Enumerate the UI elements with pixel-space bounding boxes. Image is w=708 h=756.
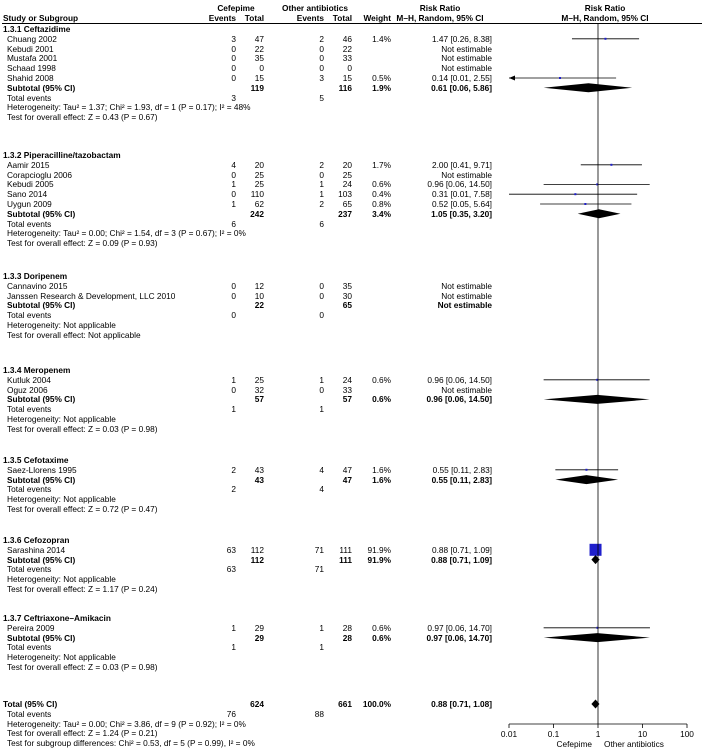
header-ctl-total: Total bbox=[332, 13, 352, 23]
exp-total-events: 0 bbox=[231, 310, 236, 321]
subtotal-label: Subtotal (95% CI) bbox=[7, 632, 76, 643]
exp-total: 43 bbox=[254, 474, 264, 485]
header-plot-title: Risk Ratio bbox=[584, 3, 626, 13]
effect-estimate: Not estimable bbox=[441, 290, 492, 301]
subgroup-difference-text: Test for subgroup differences: Chi² = 0.53, df = 5 (P = 0.99), I² = 0% bbox=[7, 738, 255, 749]
heterogeneity-text: Heterogeneity: Tau² = 1.37; Chi² = 1.93, df = 1 (P = 0.17); I² = 48% bbox=[7, 102, 251, 113]
subgroup-title: 1.3.1 Ceftazidime bbox=[3, 24, 71, 34]
weight-value: 0.6% bbox=[372, 374, 391, 385]
ctl-events: 0 bbox=[319, 290, 324, 301]
exp-total: 112 bbox=[250, 554, 264, 565]
exp-total: 43 bbox=[254, 464, 264, 475]
weight-value: 0.5% bbox=[372, 73, 391, 83]
study-name: Corapcioglu 2006 bbox=[7, 169, 73, 180]
ctl-events: 0 bbox=[319, 43, 324, 54]
study-name: Kebudi 2001 bbox=[7, 43, 54, 54]
ctl-total-events: 0 bbox=[319, 310, 324, 321]
study-name: Sano 2014 bbox=[7, 189, 48, 200]
effect-estimate: 0.88 [0.71, 1.08] bbox=[431, 699, 492, 709]
effect-estimate: 0.55 [0.11, 2.83] bbox=[432, 464, 492, 475]
ctl-events: 1 bbox=[319, 179, 324, 190]
ctl-total-events: 5 bbox=[319, 92, 324, 103]
weight-value: 1.7% bbox=[372, 159, 391, 170]
study-name: Shahid 2008 bbox=[7, 73, 54, 83]
exp-total: 20 bbox=[254, 159, 264, 170]
total-events-label: Total events bbox=[7, 404, 52, 415]
ctl-total: 111 bbox=[339, 554, 352, 565]
subtotal-label: Subtotal (95% CI) bbox=[7, 300, 76, 311]
group-header-experimental: Cefepime bbox=[217, 3, 255, 13]
ctl-events: 2 bbox=[319, 33, 324, 44]
exp-events: 4 bbox=[231, 159, 236, 170]
weight-value: 0.6% bbox=[372, 394, 391, 405]
exp-total: 25 bbox=[254, 179, 264, 190]
overall-effect-text: Test for overall effect: Z = 1.24 (P = 0.21) bbox=[7, 728, 158, 739]
ctl-total: 103 bbox=[338, 189, 352, 200]
heterogeneity-text: Heterogeneity: Tau² = 0.00; Chi² = 1.54, df = 3 (P = 0.67); I² = 0% bbox=[7, 228, 246, 239]
effect-estimate: 0.52 [0.05, 5.64] bbox=[432, 199, 492, 209]
ctl-total: 65 bbox=[342, 199, 352, 209]
overall-effect-text: Test for overall effect: Not applicable bbox=[7, 329, 141, 340]
exp-events: 1 bbox=[231, 199, 236, 209]
exp-events: 0 bbox=[231, 189, 236, 200]
exp-events: 2 bbox=[231, 464, 236, 475]
ctl-total: 33 bbox=[342, 53, 352, 64]
weight-value: 1.4% bbox=[372, 33, 391, 44]
total-events-label: Total events bbox=[7, 92, 52, 103]
study-name: Pereira 2009 bbox=[7, 622, 55, 633]
ctl-total: 22 bbox=[342, 43, 352, 54]
effect-estimate: 0.96 [0.06, 14.50] bbox=[427, 374, 492, 385]
exp-events: 0 bbox=[231, 290, 236, 301]
ctl-events: 1 bbox=[319, 622, 324, 633]
ctl-total: 0 bbox=[347, 63, 352, 74]
exp-events: 63 bbox=[226, 544, 236, 555]
header-effect-method: M–H, Random, 95% CI bbox=[396, 13, 484, 23]
ctl-events: 1 bbox=[319, 374, 324, 385]
favours-left-label: Cefepime bbox=[556, 739, 592, 749]
ctl-total: 46 bbox=[342, 33, 352, 44]
header-ctl-events: Events bbox=[296, 13, 324, 23]
ctl-total-events: 1 bbox=[319, 642, 324, 653]
effect-estimate: Not estimable bbox=[441, 43, 492, 54]
ctl-events: 0 bbox=[319, 280, 324, 291]
exp-total: 112 bbox=[250, 544, 264, 555]
study-1-3-weight-square bbox=[574, 193, 576, 195]
x-tick-label: 1 bbox=[595, 729, 601, 739]
ctl-total-events: 4 bbox=[319, 484, 324, 495]
ctl-total-events: 71 bbox=[314, 564, 324, 575]
total-events-label: Total events bbox=[7, 310, 52, 321]
weight-value: 91.9% bbox=[367, 544, 391, 555]
exp-total: 57 bbox=[254, 394, 264, 405]
exp-total-events: 2 bbox=[231, 484, 236, 495]
heterogeneity-text: Heterogeneity: Tau² = 0.00; Chi² = 3.86, df = 9 (P = 0.92); I² = 0% bbox=[7, 718, 246, 729]
overall-effect-text: Test for overall effect: Z = 0.03 (P = 0.98) bbox=[7, 662, 158, 672]
study-4-0-weight-square bbox=[585, 469, 587, 471]
subgroup-title: 1.3.2 Piperacilline/tazobactam bbox=[3, 150, 121, 160]
exp-total: 15 bbox=[254, 73, 264, 83]
weight-value: 0.8% bbox=[372, 199, 391, 209]
exp-total-events: 1 bbox=[231, 642, 236, 653]
exp-events: 0 bbox=[231, 384, 236, 395]
exp-total-events: 1 bbox=[231, 404, 236, 415]
heterogeneity-text: Heterogeneity: Not applicable bbox=[7, 652, 116, 663]
effect-estimate: Not estimable bbox=[437, 300, 492, 311]
ctl-total: 24 bbox=[342, 179, 352, 190]
header-effect-title: Risk Ratio bbox=[419, 3, 461, 13]
exp-total: 25 bbox=[254, 374, 264, 385]
favours-right-label: Other antibiotics bbox=[604, 739, 664, 749]
exp-total: 25 bbox=[254, 169, 264, 180]
ctl-events: 0 bbox=[319, 169, 324, 180]
exp-events: 0 bbox=[231, 169, 236, 180]
x-tick-label: 0.01 bbox=[500, 729, 518, 739]
exp-total-events: 3 bbox=[231, 92, 236, 103]
weight-value: 0.4% bbox=[372, 189, 391, 200]
header-exp-total: Total bbox=[244, 13, 264, 23]
exp-events: 0 bbox=[231, 53, 236, 64]
weight-value: 1.9% bbox=[372, 82, 391, 93]
ctl-total: 47 bbox=[342, 474, 352, 485]
header-exp-events: Events bbox=[208, 13, 236, 23]
ctl-total: 661 bbox=[338, 699, 352, 709]
ctl-total: 57 bbox=[342, 394, 352, 405]
effect-estimate: 0.61 [0.06, 5.86] bbox=[431, 82, 492, 93]
subgroup-title: 1.3.3 Doripenem bbox=[3, 271, 68, 281]
ctl-total: 24 bbox=[342, 374, 352, 385]
study-1-4-weight-square bbox=[584, 203, 586, 205]
exp-total: 22 bbox=[254, 300, 264, 311]
effect-estimate: 0.14 [0.01, 2.55] bbox=[432, 73, 492, 83]
weight-value: 3.4% bbox=[372, 208, 391, 219]
ctl-events: 1 bbox=[319, 189, 324, 200]
subgroup-title: 1.3.7 Ceftriaxone–Amikacin bbox=[3, 613, 111, 623]
weight-value: 0.6% bbox=[372, 179, 391, 190]
overall-effect-text: Test for overall effect: Z = 0.03 (P = 0.98) bbox=[7, 423, 158, 434]
exp-events: 1 bbox=[231, 374, 236, 385]
ctl-total-events: 88 bbox=[314, 708, 324, 719]
heterogeneity-text: Heterogeneity: Not applicable bbox=[7, 574, 116, 585]
effect-estimate: 0.31 [0.01, 7.58] bbox=[432, 189, 492, 200]
study-name: Kutluk 2004 bbox=[7, 374, 51, 385]
study-name: Cannavino 2015 bbox=[7, 280, 68, 291]
subtotal-label: Subtotal (95% CI) bbox=[7, 208, 76, 219]
ctl-events: 2 bbox=[319, 159, 324, 170]
exp-total: 32 bbox=[254, 384, 264, 395]
subtotal-3-diamond bbox=[544, 395, 650, 404]
weight-value: 91.9% bbox=[367, 554, 391, 565]
weight-value: 1.6% bbox=[372, 464, 391, 475]
x-tick-label: 10 bbox=[637, 729, 648, 739]
ctl-total: 30 bbox=[342, 290, 352, 301]
exp-total: 62 bbox=[254, 199, 264, 209]
effect-estimate: Not estimable bbox=[441, 53, 492, 64]
exp-events: 0 bbox=[231, 73, 236, 83]
total-events-label: Total events bbox=[7, 484, 52, 495]
study-name: Aamir 2015 bbox=[7, 159, 50, 170]
ctl-total: 116 bbox=[338, 82, 352, 93]
exp-total: 35 bbox=[254, 53, 264, 64]
overall-effect-text: Test for overall effect: Z = 0.72 (P = 0.47) bbox=[7, 504, 158, 514]
ctl-events: 0 bbox=[319, 53, 324, 64]
weight-value: 1.6% bbox=[372, 474, 391, 485]
exp-total: 119 bbox=[250, 82, 264, 93]
subtotal-label: Subtotal (95% CI) bbox=[7, 82, 76, 93]
effect-estimate: Not estimable bbox=[441, 169, 492, 180]
subtotal-5-diamond bbox=[591, 555, 599, 564]
ctl-total: 28 bbox=[342, 632, 352, 643]
overall-effect-text: Test for overall effect: Z = 0.09 (P = 0.93) bbox=[7, 238, 158, 249]
weight-value: 100.0% bbox=[362, 699, 391, 709]
study-name: Janssen Research & Development, LLC 2010 bbox=[7, 290, 176, 301]
subtotal-label: Subtotal (95% CI) bbox=[7, 474, 76, 485]
ctl-total: 15 bbox=[342, 73, 352, 83]
exp-total: 29 bbox=[254, 622, 264, 633]
study-0-4-weight-square bbox=[559, 77, 561, 79]
exp-total: 22 bbox=[254, 43, 264, 54]
study-name: Sarashina 2014 bbox=[7, 544, 66, 555]
total-events-label: Total events bbox=[7, 642, 52, 653]
subtotal-label: Subtotal (95% CI) bbox=[7, 394, 76, 405]
subtotal-4-diamond bbox=[555, 475, 618, 484]
exp-total: 624 bbox=[250, 699, 264, 709]
overall-effect-text: Test for overall effect: Z = 0.43 (P = 0.67) bbox=[7, 112, 158, 123]
effect-estimate: 0.97 [0.06, 14.70] bbox=[427, 622, 492, 633]
subgroup-title: 1.3.6 Cefozopran bbox=[3, 535, 70, 545]
exp-total-events: 63 bbox=[226, 564, 236, 575]
x-tick-label: 100 bbox=[680, 729, 694, 739]
total-label: Total (95% CI) bbox=[3, 699, 58, 709]
total-events-label: Total events bbox=[7, 564, 52, 575]
heterogeneity-text: Heterogeneity: Not applicable bbox=[7, 494, 116, 505]
heterogeneity-text: Heterogeneity: Not applicable bbox=[7, 414, 116, 424]
ctl-total-events: 1 bbox=[319, 404, 324, 415]
exp-total-events: 6 bbox=[231, 218, 236, 229]
ctl-total: 65 bbox=[342, 300, 352, 311]
ctl-total: 20 bbox=[342, 159, 352, 170]
effect-estimate: Not estimable bbox=[441, 384, 492, 395]
study-name: Saez-Llorens 1995 bbox=[7, 464, 77, 475]
effect-estimate: 0.96 [0.06, 14.50] bbox=[427, 179, 492, 190]
effect-estimate: Not estimable bbox=[441, 63, 492, 74]
header-study: Study or Subgroup bbox=[3, 13, 79, 23]
exp-events: 0 bbox=[231, 280, 236, 291]
exp-events: 0 bbox=[231, 63, 236, 74]
ctl-events: 4 bbox=[319, 464, 324, 475]
exp-total: 242 bbox=[250, 208, 264, 219]
study-5-0-weight-square bbox=[590, 544, 602, 556]
subtotal-0-diamond bbox=[544, 83, 633, 92]
study-name: Uygun 2009 bbox=[7, 199, 52, 209]
ctl-total: 47 bbox=[342, 464, 352, 475]
effect-estimate: 1.47 [0.26, 8.38] bbox=[432, 33, 492, 44]
ctl-events: 0 bbox=[319, 63, 324, 74]
effect-estimate: 2.00 [0.41, 9.71] bbox=[432, 159, 492, 170]
heterogeneity-text: Heterogeneity: Not applicable bbox=[7, 320, 116, 330]
exp-events: 3 bbox=[231, 33, 236, 44]
exp-total: 29 bbox=[254, 632, 264, 643]
ctl-total: 25 bbox=[342, 169, 352, 180]
subtotal-1-diamond bbox=[578, 209, 621, 218]
exp-total: 47 bbox=[254, 33, 264, 44]
exp-total-events: 76 bbox=[226, 708, 236, 719]
ctl-events: 0 bbox=[319, 384, 324, 395]
study-0-0-weight-square bbox=[604, 38, 606, 40]
effect-estimate: 0.97 [0.06, 14.70] bbox=[426, 632, 492, 643]
exp-total: 0 bbox=[259, 63, 264, 74]
study-name: Mustafa 2001 bbox=[7, 53, 58, 64]
subgroup-title: 1.3.5 Cefotaxime bbox=[3, 455, 69, 465]
study-name: Chuang 2002 bbox=[7, 33, 57, 44]
subtotal-6-diamond bbox=[544, 633, 650, 642]
exp-events: 1 bbox=[231, 179, 236, 190]
ctl-events: 3 bbox=[319, 73, 324, 83]
exp-total: 12 bbox=[254, 280, 264, 291]
weight-value: 0.6% bbox=[372, 632, 391, 643]
ctl-total: 35 bbox=[342, 280, 352, 291]
effect-estimate: 0.96 [0.06, 14.50] bbox=[426, 394, 492, 405]
study-1-0-weight-square bbox=[610, 164, 612, 166]
ctl-events: 2 bbox=[319, 199, 324, 209]
effect-estimate: 0.55 [0.11, 2.83] bbox=[431, 474, 492, 485]
effect-estimate: 0.88 [0.71, 1.09] bbox=[432, 544, 492, 555]
exp-total: 110 bbox=[250, 189, 264, 200]
ctl-total-events: 6 bbox=[319, 218, 324, 229]
exp-events: 1 bbox=[231, 622, 236, 633]
exp-total: 10 bbox=[254, 290, 264, 301]
effect-estimate: 0.88 [0.71, 1.09] bbox=[431, 554, 492, 565]
ctl-events: 71 bbox=[314, 544, 324, 555]
study-0-4-ci-arrow bbox=[509, 76, 515, 81]
total-events-label: Total events bbox=[7, 708, 52, 719]
header-weight: Weight bbox=[363, 13, 391, 23]
x-tick-label: 0.1 bbox=[547, 729, 560, 739]
subgroup-title: 1.3.4 Meropenem bbox=[3, 365, 71, 375]
overall-effect-text: Test for overall effect: Z = 1.17 (P = 0.24) bbox=[7, 584, 158, 594]
study-name: Oguz 2006 bbox=[7, 384, 48, 395]
ctl-total: 237 bbox=[338, 208, 352, 219]
header-plot-method: M–H, Random, 95% CI bbox=[561, 13, 649, 23]
ctl-total: 33 bbox=[342, 384, 352, 395]
ctl-total: 28 bbox=[342, 622, 352, 633]
study-name: Kebudi 2005 bbox=[7, 179, 54, 190]
effect-estimate: 1.05 [0.35, 3.20] bbox=[431, 208, 492, 219]
study-name: Schaad 1998 bbox=[7, 63, 56, 74]
total-events-label: Total events bbox=[7, 218, 52, 229]
exp-events: 0 bbox=[231, 43, 236, 54]
weight-value: 0.6% bbox=[372, 622, 391, 633]
ctl-total: 111 bbox=[339, 544, 352, 555]
group-header-control: Other antibiotics bbox=[282, 3, 348, 13]
subtotal-label: Subtotal (95% CI) bbox=[7, 554, 76, 565]
effect-estimate: Not estimable bbox=[441, 280, 492, 291]
